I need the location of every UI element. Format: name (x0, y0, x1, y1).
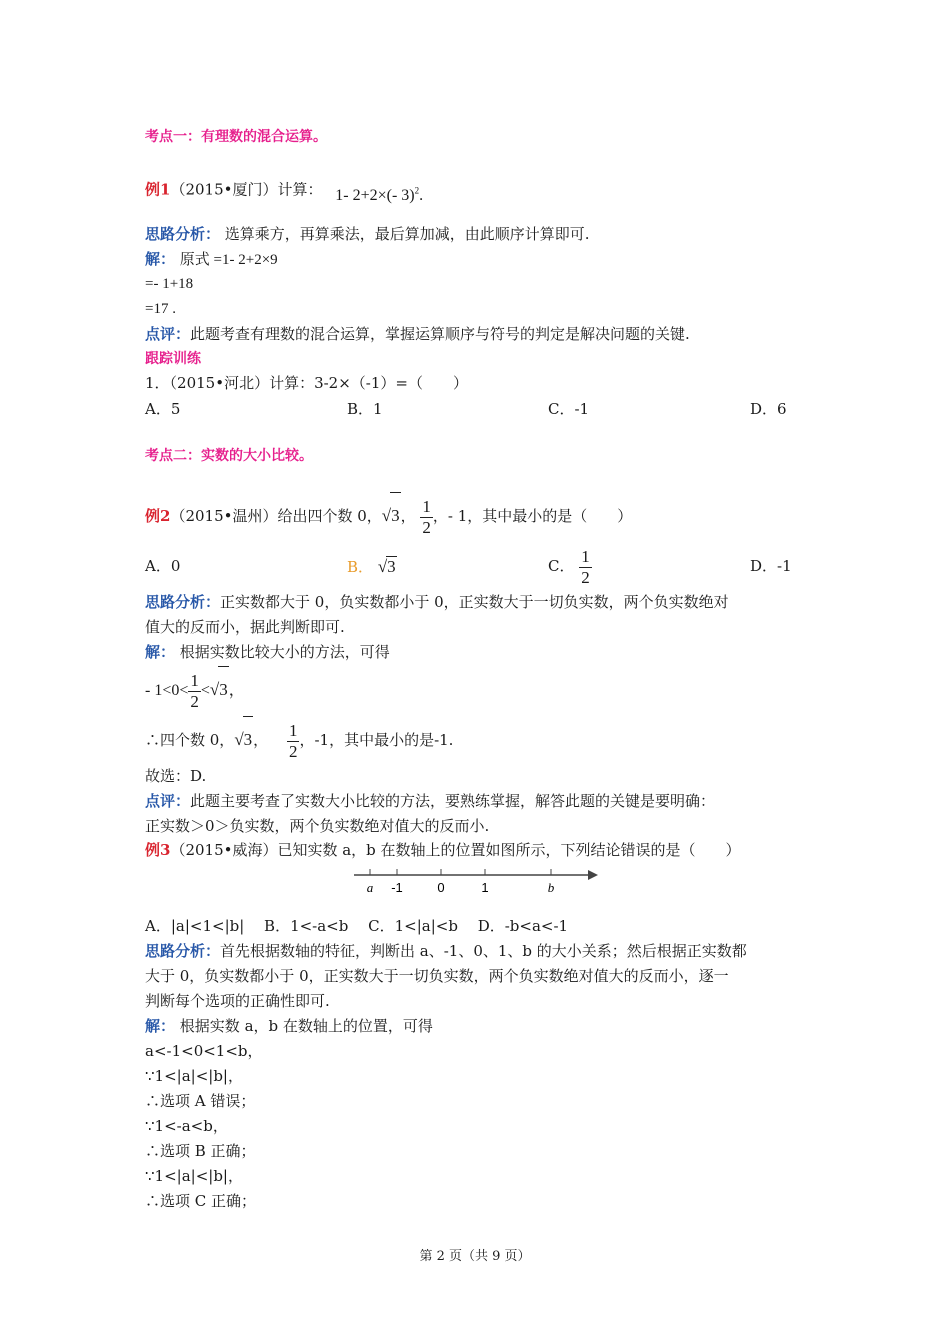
comment-2-cont: 正实数＞0＞负实数，两个负实数绝对值大的反而小. (145, 817, 490, 835)
fraction-half: $\frac{1}{2}$ (422, 496, 431, 537)
solution-line: =- 1+18 (145, 276, 194, 292)
option-a: A．5 (145, 400, 181, 418)
section-title-1: 考点一：有理数的混合运算。 (145, 129, 327, 145)
choice-2: 故选：D. (145, 767, 207, 785)
analysis-3: 思路分析：首先根据数轴的特征，判断出 a、-1、0、1、b 的大小关系；然后根据正实数都 (145, 942, 747, 960)
axis-label-neg1: -1 (391, 880, 403, 895)
solution-line: =17 . (145, 301, 176, 317)
comment-2: 点评：此题主要考查了实数大小比较的方法，要熟练掌握，解答此题的关键是要明确： (145, 792, 716, 810)
analysis-2: 思路分析：正实数都大于 0，负实数都小于 0，正实数大于一切负实数，两个负实数绝对 (145, 593, 729, 611)
comment-1 (145, 324, 690, 344)
solution-3: 解： 根据实数 a，b 在数轴上的位置，可得 (145, 1017, 433, 1035)
conclusion-2: ∴四个数 0，√3， $\frac{1}{2}$ ，-1，其中最小的是-1. (145, 716, 453, 763)
option-b: B． √3 (347, 557, 396, 576)
inequality: - 1<0< $\frac{1}{2}$ <√3， (145, 666, 245, 714)
solution-line: ∵1<-a<b， (145, 1117, 228, 1135)
solution-1 (145, 249, 278, 270)
example-3 (145, 840, 741, 860)
example-source: （2015•温州）给出四个数 0， (170, 507, 382, 525)
option-d: D．6 (750, 400, 787, 418)
comment-label: 点评： (145, 325, 191, 343)
axis-label-1: 1 (481, 880, 489, 895)
analysis-3-cont: 大于 0，负实数都小于 0，正实数大于一切负实数，两个负实数绝对值大的反而小，逐一 (145, 967, 729, 985)
axis-label-0: 0 (437, 880, 445, 895)
option-c: C．-1 (548, 400, 590, 418)
options-3: A．|a|<1<|b| B．1<-a<b C．1<|a|<b D．-b<a<-1 (145, 917, 569, 935)
analysis-label: 思路分析： (145, 225, 221, 243)
option-b: B．1 (347, 400, 383, 418)
analysis-3-cont: 判断每个选项的正确性即可. (145, 992, 330, 1010)
example-source: （2015•厦门）计算： (170, 180, 323, 199)
solution-line: a<-1<0<1<b， (145, 1042, 263, 1060)
solution-line: ∴选项 A 错误； (145, 1092, 256, 1110)
sqrt-3: √3 (382, 492, 401, 539)
solution-line: ∵1<|a|<|b|， (145, 1067, 243, 1085)
example-2: 例2（2015•温州）给出四个数 0，√3， $\frac{1}{2}$ ，- 1，其中最小的是（ ） (145, 492, 632, 539)
page-footer: 第 2 页（共 9 页） (419, 1249, 531, 1264)
example-source: （2015•威海）已知实数 a，b 在数轴上的位置如图所示，下列结论错误的是（ ） (170, 841, 741, 859)
track-title: 跟踪训练 (145, 351, 201, 367)
axis-label-b: b (547, 880, 555, 895)
solution-label: 解： (145, 250, 176, 268)
math-expression: 1- 2+2×(- 3)$^2$. (335, 186, 424, 205)
comment-text: 此题考查有理数的混合运算，掌握运算顺序与符号的判定是解决问题的关键. (190, 325, 690, 343)
solution-line: ∵1<|a|<|b|， (145, 1167, 243, 1185)
example-label: 例1 (145, 180, 171, 199)
section-title-2: 考点二：实数的大小比较。 (145, 448, 313, 464)
number-line (350, 866, 602, 896)
axis-label-a: a (366, 880, 374, 895)
analysis-text: 选算乘方，再算乘法，最后算加减，由此顺序计算即可. (224, 225, 590, 243)
option-d: D．-1 (750, 557, 792, 575)
solution-2: 解： 根据实数比较大小的方法，可得 (145, 643, 390, 661)
example-label: 例3 (145, 841, 171, 859)
solution-line: ∴选项 C 正确； (145, 1192, 257, 1210)
track-question: 1．（2015•河北）计算：3-2×（-1）=（ ） (145, 374, 468, 392)
example-1 (145, 175, 424, 205)
example-tail: ，- 1，其中最小的是（ ） (432, 507, 633, 525)
solution-line: 原式 =1- 2+2×9 (179, 252, 278, 268)
example-label: 例2 (145, 507, 171, 525)
option-a: A．0 (145, 557, 181, 575)
solution-line: ∴选项 B 正确； (145, 1142, 256, 1160)
option-c: C． $\frac{1}{2}$ (548, 546, 590, 587)
analysis-2-cont: 值大的反而小，据此判断即可. (145, 618, 345, 636)
analysis-1 (145, 224, 590, 244)
